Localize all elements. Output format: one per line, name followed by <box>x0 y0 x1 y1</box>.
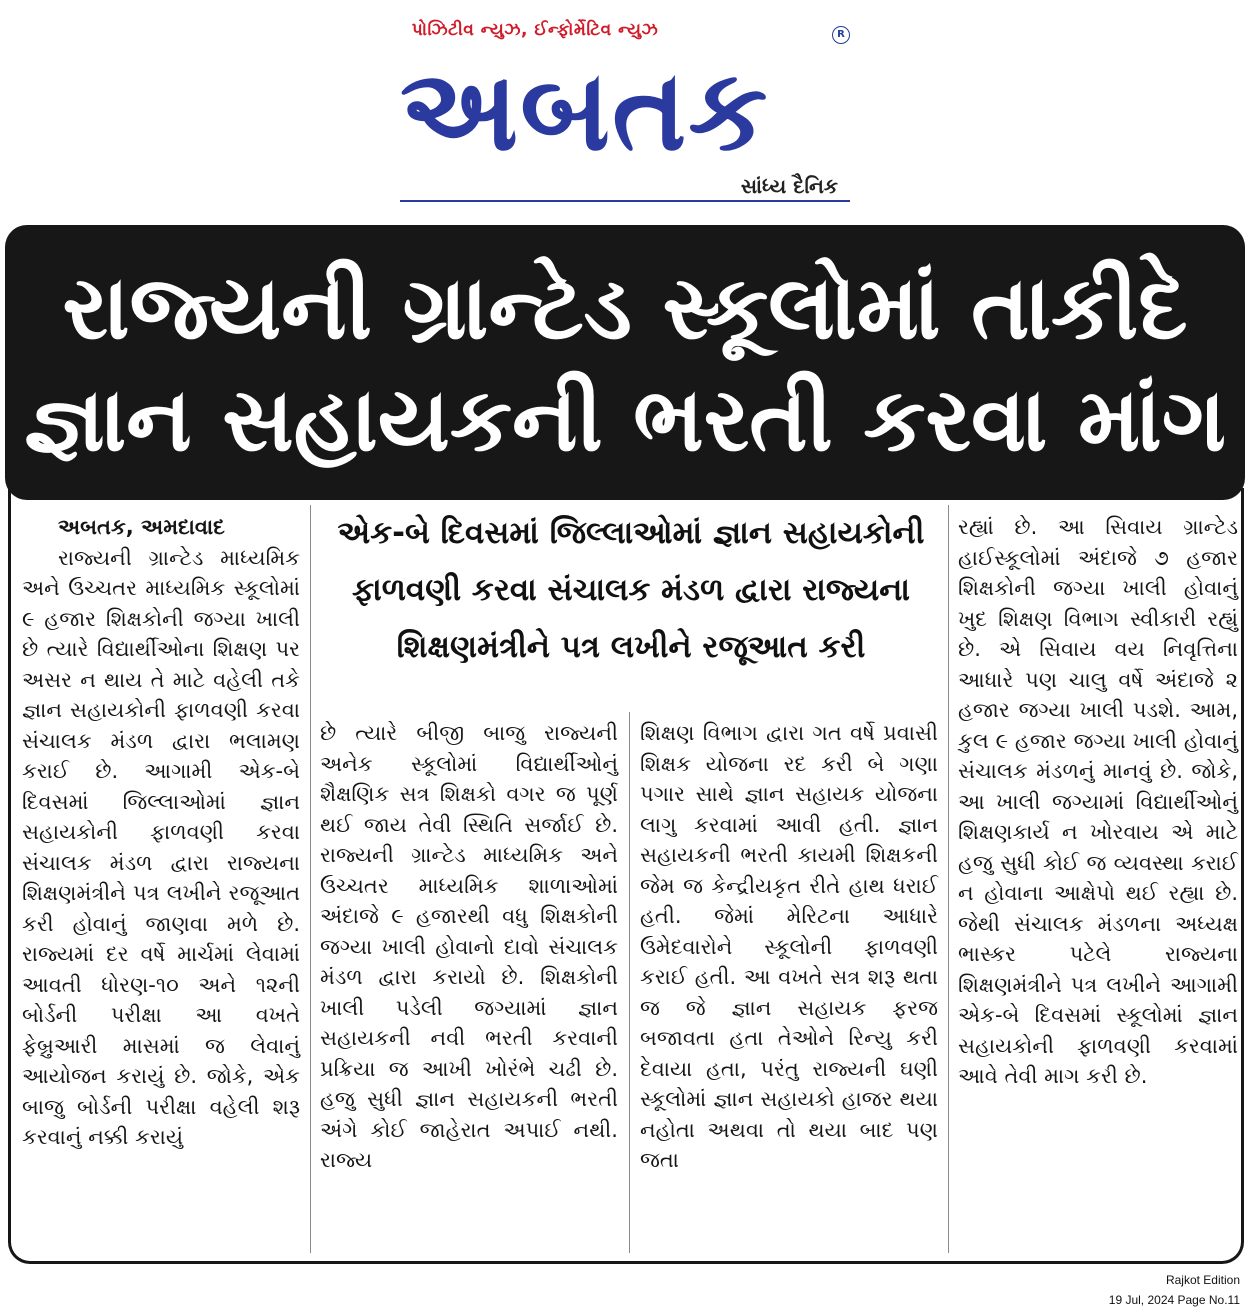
article-column-2 <box>320 718 618 1176</box>
edition-date-page: 19 Jul, 2024 Page No.11 <box>1108 1293 1240 1307</box>
column-divider <box>629 712 630 1253</box>
dateline: અબતક, અમદાવાદ <box>58 515 225 539</box>
headline-line-2: જ્ઞાન સહાયકની ભરતી કરવા માંગ <box>24 368 1226 471</box>
masthead <box>400 20 850 205</box>
article-text: રહ્યાં છે. આ સિવાય ગ્રાન્ટેડ હાઈસ્કૂલોમાં અંદાજે ૭ હજાર શિક્ષકોની જગ્યા ખાલી હોવાનું ખુદ શિક્ષણ વિભાગ સ્વીકારી રહ્યું છે. એ સિવાય વય નિવૃત્તિના આધારે પણ ચાલુ વર્ષે અંદાજે ૨ હજાર જગ્યા ખાલી પડશે. આમ, કુલ ૯ હજાર જગ્યા ખાલી હોવાનું સંચાલક મંડળનું માનવું છે. જોકે, આ ખાલી જગ્યામાં વિદ્યાર્થીઓનું શિક્ષણકાર્ય ન ખોરવાય એ માટે હજુ સુધી કોઈ જ વ્યવસ્થા કરાઈ ન હોવાના આક્ષેપો થઈ રહ્યા છે. જેથી સંચાલક મંડળના અધ્યક્ષ ભાસ્કર પટેલે રાજ્યના શિક્ષણમંત્રીને પત્ર લખીને આગામી એક-બે દિવસમાં સ્કૂલોમાં જ્ઞાન સહાયકોની ફાળવણી કરવામાં આવે તેવી માગ કરી છે. <box>958 515 1238 1088</box>
headline-banner <box>5 225 1245 500</box>
tagline: પોઝિટીવ ન્યુઝ, ઈન્ફોર્મેટિવ ન્યુઝ <box>411 20 659 40</box>
article-column-3 <box>640 718 938 1176</box>
subheadline: એક-બે દિવસમાં જિલ્લાઓમાં જ્ઞાન સહાયકોની ફાળવણી કરવા સંચાલક મંડળ દ્વારા રાજ્યના શિક્ષણમંત્રીને પત્ર લખીને રજૂઆત કરી <box>337 515 925 665</box>
article-column-1 <box>22 512 300 1153</box>
column-divider <box>310 505 311 1253</box>
article-text: છે ત્યારે બીજી બાજુ રાજ્યની અનેક સ્કૂલોમાં વિદ્યાર્થીઓનું શૈક્ષણિક સત્ર શિક્ષકો વગર જ પૂર્ણ થઈ જાય તેવી સ્થિતિ સર્જાઈ છે. રાજ્યની ગ્રાન્ટેડ માધ્યમિક અને ઉચ્ચતર માધ્યમિક શાળાઓમાં અંદાજે ૯ હજારથી વધુ શિક્ષકોની જગ્યા ખાલી હોવાનો દાવો સંચાલક મંડળ દ્વારા કરાયો છે. શિક્ષકોની ખાલી પડેલી જગ્યામાં જ્ઞાન સહાયકની નવી ભરતી કરવાની પ્રક્રિયા જ આખી ખોરંભે ચઢી છે. હજુ સુધી જ્ઞાન સહાયકની ભરતી અંગે કોઈ જાહેરાત અપાઈ નથી. રાજ્ય <box>320 721 618 1172</box>
edition-footer <box>1109 1270 1240 1310</box>
article-column-4 <box>958 512 1238 1092</box>
article-text: રાજ્યની ગ્રાન્ટેડ માધ્યમિક અને ઉચ્ચતર માધ્યમિક સ્કૂલોમાં ૯ હજાર શિક્ષકોની જગ્યા ખાલી છે ત્યારે વિદ્યાર્થીઓના શિક્ષણ પર અસર ન થાય તે માટે વહેલી તકે જ્ઞાન સહાયકોની ફાળવણી કરવા સંચાલક મંડળ દ્વારા ભલામણ કરાઈ છે. આગામી એક-બે દિવસમાં જિલ્લાઓમાં જ્ઞાન સહાયકોની ફાળવણી કરવા સંચાલક મંડળ દ્વારા રાજ્યના શિક્ષણમંત્રીને પત્ર લખીને રજૂઆત કરી હોવાનું જાણવા મળે છે. રાજ્યમાં દર વર્ષે માર્ચમાં લેવામાં આવતી ધોરણ-૧૦ અને ૧૨ની બોર્ડની પરીક્ષા આ વખતે ફેબ્રુઆરી માસમાં જ લેવાનું આયોજન કરાયું છે. જોકે, એક બાજુ બોર્ડની પરીક્ષા વહેલી શરૂ કરવાનું નક્કી કરાયું <box>22 545 300 1149</box>
newspaper-logo: અબતક <box>400 46 770 176</box>
masthead-rule <box>400 200 850 202</box>
headline-line-1: રાજ્યની ગ્રાન્ટેડ સ્કૂલોમાં તાકીદે <box>62 256 1188 359</box>
edition-name: Rajkot Edition <box>1165 1273 1240 1287</box>
article-text: શિક્ષણ વિભાગ દ્વારા ગત વર્ષે પ્રવાસી શિક્ષક યોજના રદ કરી બે ગણા પગાર સાથે જ્ઞાન સહાયક યોજના લાગુ કરવામાં આવી હતી. જ્ઞાન સહાયકની ભરતી કાયમી શિક્ષકની જેમ જ કેન્દ્રીયકૃત રીતે હાથ ધરાઈ હતી. જેમાં મેરિટના આધારે ઉમેદવારોને સ્કૂલોની ફાળવણી કરાઈ હતી. આ વખતે સત્ર શરૂ થતા જ જે જ્ઞાન સહાયક ફરજ બજાવતા હતા તેઓને રિન્યુ કરી દેવાયા હતા, પરંતુ રાજ્યની ઘણી સ્કૂલોમાં જ્ઞાન સહાયકો હાજર થયા નહોતા અથવા તો થયા બાદ પણ જતા <box>640 721 938 1172</box>
column-divider <box>948 505 949 1253</box>
registered-mark-icon: R <box>832 26 850 44</box>
masthead-subtitle: સાંધ્ય દૈનિક <box>740 174 838 198</box>
